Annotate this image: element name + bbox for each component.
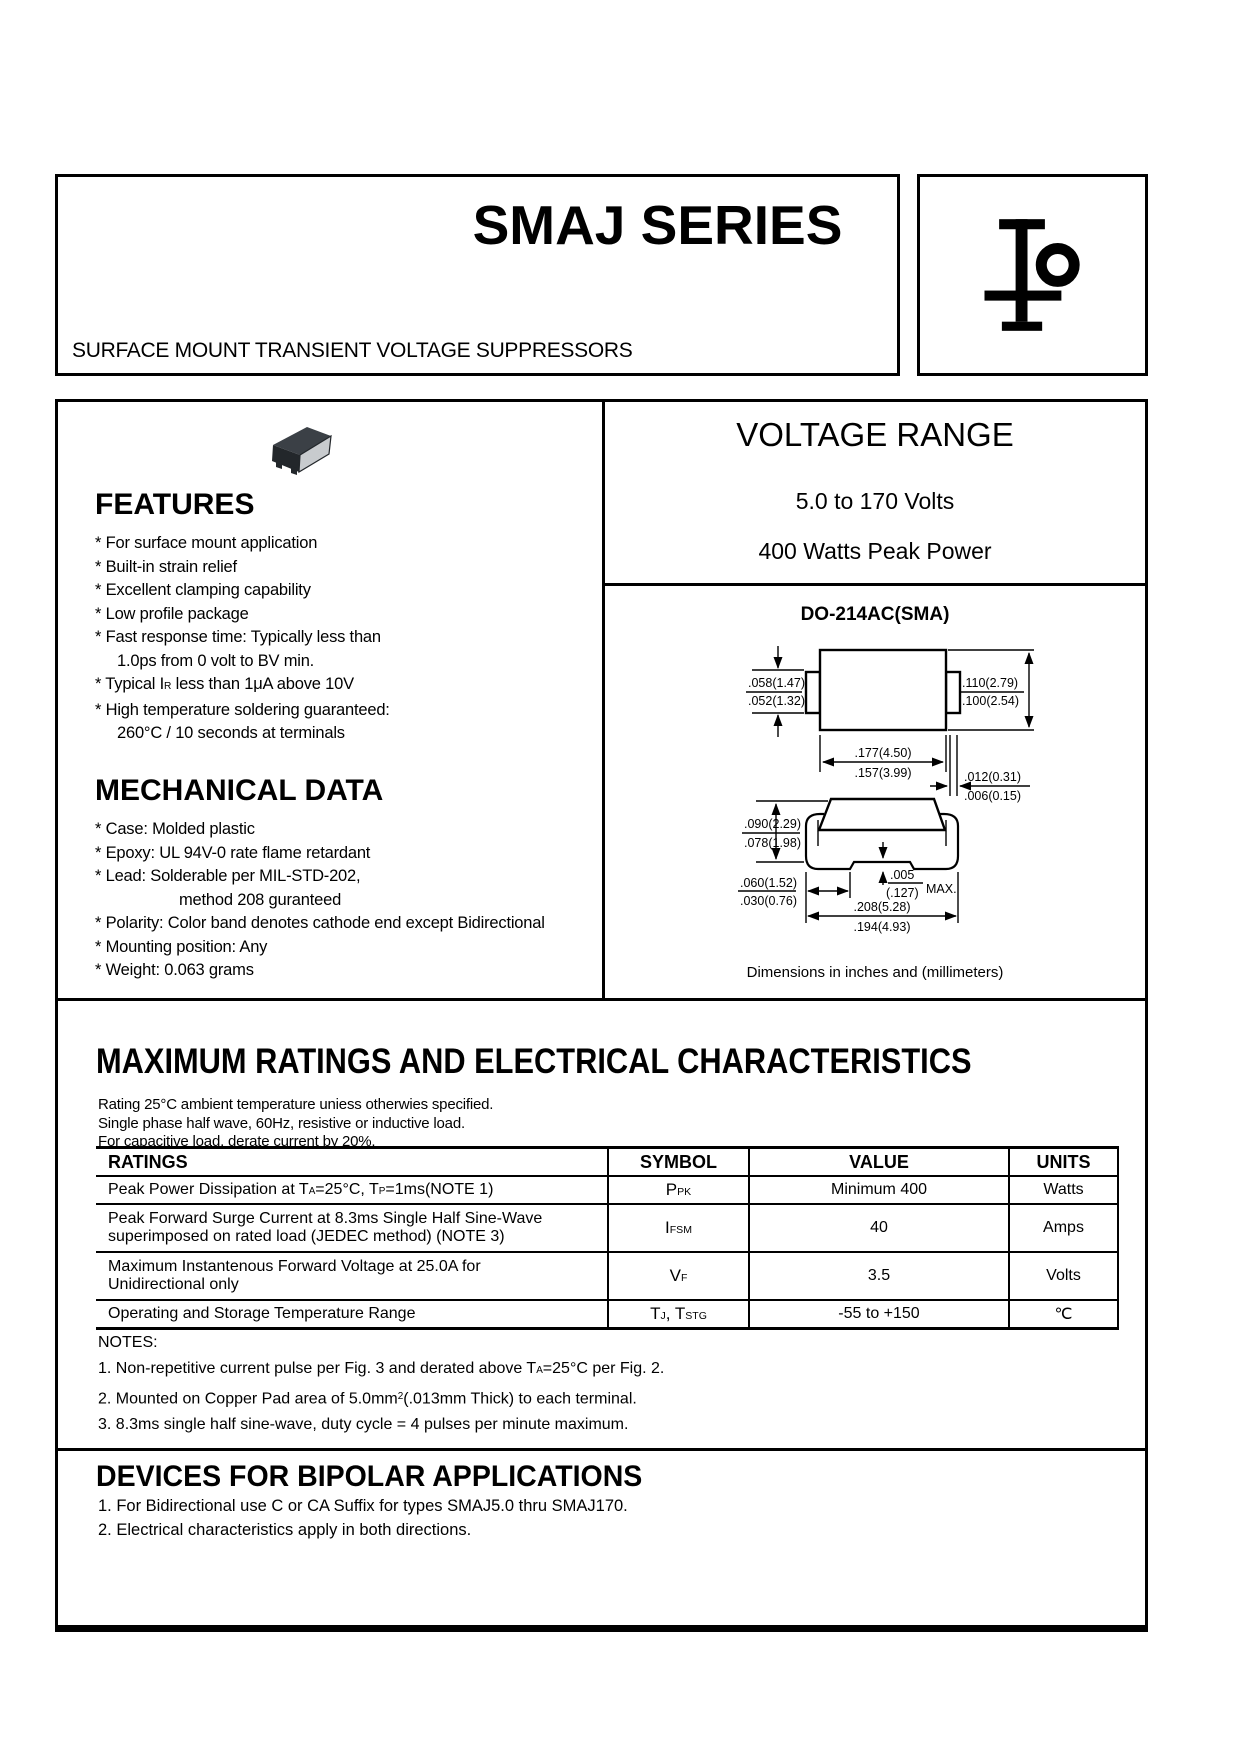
dim-label: .030(0.76)	[740, 894, 797, 908]
dim-label: .090(2.29)	[744, 817, 801, 831]
symbol-cell: PPK	[608, 1176, 749, 1204]
feature-item-continuation: 260°C / 10 seconds at terminals	[117, 724, 345, 742]
mechanical-data-list	[95, 818, 600, 983]
table-header-row	[96, 1148, 1118, 1177]
dim-label: .157(3.99)	[854, 766, 912, 780]
feature-item: * Excellent clamping capability	[95, 581, 311, 599]
dim-label: MAX.	[926, 882, 957, 896]
table-row	[96, 1300, 1118, 1329]
header-box	[55, 174, 900, 376]
notes-heading: NOTES:	[98, 1334, 158, 1351]
main-content-box	[55, 399, 1148, 1632]
table-row	[96, 1252, 1118, 1300]
dim-label: (.127)	[886, 886, 919, 900]
logo-box	[917, 174, 1148, 376]
package-side-view-drawing	[738, 792, 1038, 942]
table-row	[96, 1204, 1118, 1252]
dim-label: .208(5.28)	[853, 900, 911, 914]
feature-item-continuation: 1.0ps from 0 volt to BV min.	[117, 651, 315, 670]
note-item: 3. 8.3ms single half sine-wave, duty cycle = 4 pulses per minute maximum.	[98, 1416, 629, 1434]
note-item: 2. Mounted on Copper Pad area of $5.0mm^2(.013mm$ Thick) to each terminal.	[98, 1390, 637, 1408]
units-cell: Volts	[1009, 1252, 1118, 1300]
feature-item: * Typical IR less than 1μA above 10V	[95, 675, 354, 693]
package-name: DO-214AC(SMA)	[800, 604, 950, 625]
dim-label: .012(0.31)	[964, 770, 1021, 784]
table-header-ratings: RATINGS	[96, 1148, 608, 1177]
mechanical-item: * Epoxy: UL 94V-0 rate flame retardant	[95, 843, 371, 862]
package-3d-image	[263, 422, 339, 480]
dim-label: .060(1.52)	[740, 876, 797, 890]
rating-cell: Maximum Instantenous Forward Voltage at 25.0A for Unidirectional only	[96, 1252, 608, 1300]
dim-label: .110(2.79)	[962, 676, 1019, 690]
bipolar-list	[98, 1494, 628, 1542]
ratings-intro	[98, 1096, 493, 1152]
value-cell: 40	[749, 1204, 1009, 1252]
symbol-cell: TJ, TSTG	[608, 1300, 749, 1329]
rating-cell: Operating and Storage Temperature Range	[96, 1300, 608, 1329]
max-ratings-heading: MAXIMUM RATINGS AND ELECTRICAL CHARACTERISTICS	[96, 1042, 972, 1081]
value-cell: -55 to +150	[749, 1300, 1009, 1329]
units-cell: Watts	[1009, 1176, 1118, 1204]
dim-label: .078(1.98)	[744, 836, 801, 850]
symbol-cell: IFSM	[608, 1204, 749, 1252]
page-subtitle: SURFACE MOUNT TRANSIENT VOLTAGE SUPPRESSORS	[72, 339, 633, 362]
mechanical-item-continuation: method 208 guranteed	[179, 890, 342, 909]
dim-label: .194(4.93)	[853, 920, 911, 934]
dim-label: .052(1.32)	[748, 694, 805, 708]
mechanical-item: * Case: Molded plastic	[95, 820, 255, 838]
mechanical-item: * Polarity: Color band denotes cathode end except Bidirectional	[95, 914, 545, 932]
rating-cell: Peak Forward Surge Current at 8.3ms Single Half Sine-Wave superimposed on rated load (JEDEC method) (NOTE 3)	[96, 1204, 608, 1252]
mechanical-data-heading: MECHANICAL DATA	[95, 774, 384, 807]
ratings-table	[96, 1146, 1119, 1330]
feature-item: * High temperature soldering guaranteed:	[95, 700, 390, 719]
value-cell: 3.5	[749, 1252, 1009, 1300]
rating-cell: Peak Power Dissipation at TA=25°C, TP=1ms(NOTE 1)	[96, 1176, 608, 1204]
bipolar-heading: DEVICES FOR BIPOLAR APPLICATIONS	[96, 1460, 643, 1493]
table-row	[96, 1176, 1118, 1204]
voltage-range-value: 5.0 to 170 Volts	[795, 488, 955, 514]
section-separator	[58, 998, 1145, 1001]
peak-power-value: 400 Watts Peak Power	[758, 538, 992, 564]
features-list	[95, 532, 600, 746]
io-brand-logo-icon	[979, 216, 1087, 334]
feature-item: * Low profile package	[95, 604, 249, 623]
dim-label: .177(4.50)	[854, 746, 912, 760]
dim-label: .100(2.54)	[962, 694, 1019, 708]
symbol-cell: VF	[608, 1252, 749, 1300]
ratings-intro-line: For capacitive load, derate current by 20%.	[98, 1133, 376, 1150]
table-header-units: UNITS	[1009, 1148, 1118, 1177]
mechanical-item: * Lead: Solderable per MIL-STD-202,	[95, 867, 361, 885]
feature-item: * Fast response time: Typically less than	[95, 628, 381, 646]
ratings-intro-line: Rating 25°C ambient temperature uniess otherwies specified.	[98, 1096, 494, 1113]
units-cell: ℃	[1009, 1300, 1118, 1329]
units-cell: Amps	[1009, 1204, 1118, 1252]
dim-label: .005	[890, 868, 915, 882]
mechanical-item: * Mounting position: Any	[95, 937, 268, 956]
feature-item: * Built-in strain relief	[95, 557, 237, 576]
bipolar-item: 2. Electrical characteristics apply in both directions.	[98, 1521, 472, 1539]
bipolar-item: 1. For Bidirectional use C or CA Suffix for types SMAJ5.0 thru SMAJ170.	[98, 1497, 628, 1515]
notes-block	[98, 1330, 664, 1438]
ratings-intro-line: Single phase half wave, 60Hz, resistive or inductive load.	[98, 1114, 465, 1132]
page-title: SMAJ SERIES	[472, 194, 843, 256]
table-header-symbol: SYMBOL	[608, 1148, 749, 1177]
dim-label: .006(0.15)	[964, 789, 1021, 803]
mechanical-item: * Weight: 0.063 grams	[95, 961, 254, 979]
table-header-value: VALUE	[749, 1148, 1009, 1177]
dimensions-caption: Dimensions in inches and (millimeters)	[746, 964, 1004, 981]
right-column	[605, 402, 1145, 998]
feature-item: * For surface mount application	[95, 534, 318, 552]
note-item: 1. Non-repetitive current pulse per Fig. 3 and derated above TA=25°C per Fig. 2.	[98, 1360, 665, 1377]
dim-label: .058(1.47)	[748, 676, 805, 690]
value-cell: Minimum 400	[749, 1176, 1009, 1204]
voltage-range-heading: VOLTAGE RANGE	[736, 416, 1014, 453]
bipolar-separator	[58, 1448, 1145, 1451]
features-heading: FEATURES	[95, 488, 255, 521]
